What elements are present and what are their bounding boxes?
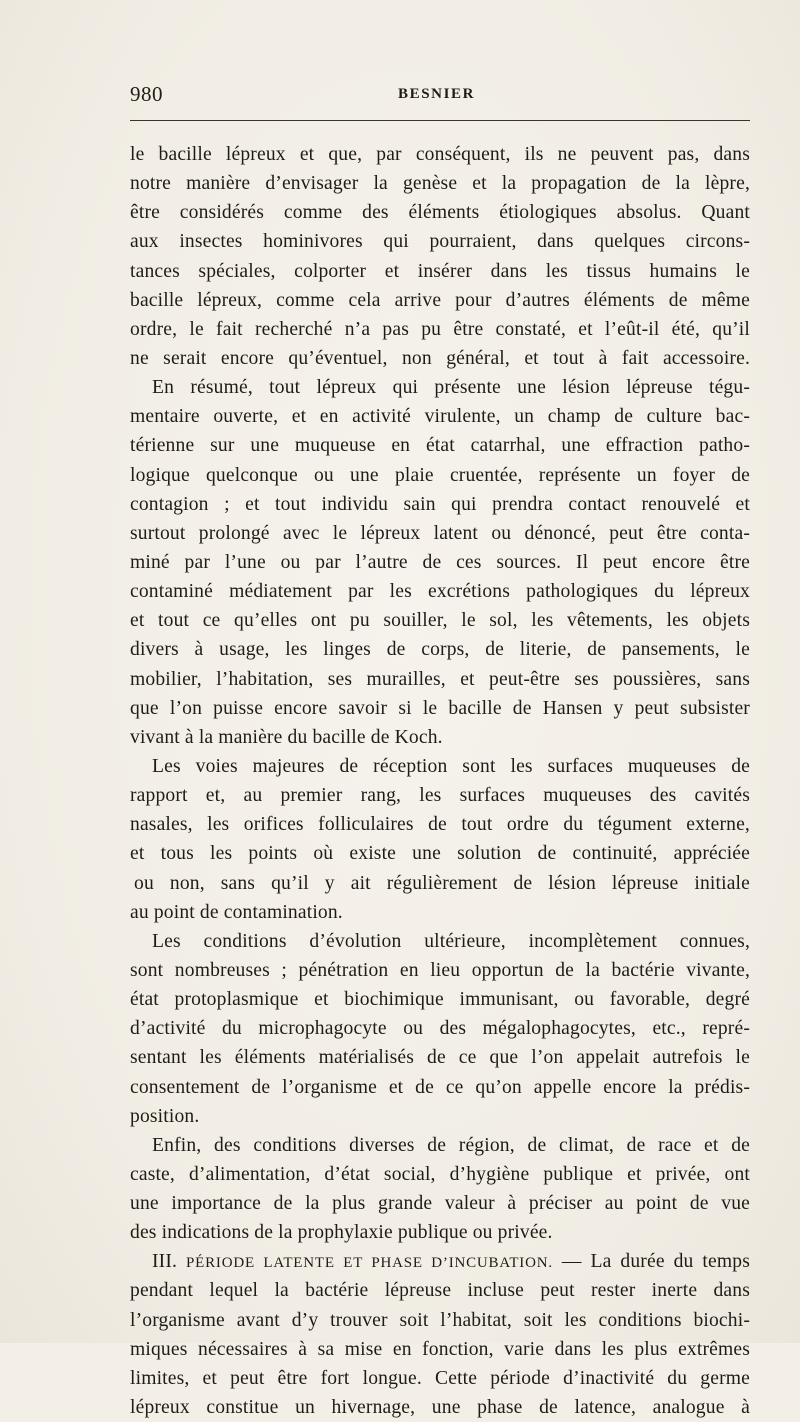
text-line: contagion ; et tout individu sain qui prendra contact renouvelé et [130, 493, 750, 515]
text-line: En résumé, tout lépreux qui présente une lésion lépreuse tégu- [152, 377, 750, 399]
text-line: être considérés comme des éléments étiologiques absolus. Quant [130, 202, 750, 224]
text-line: Les conditions d’évolution ultérieure, incomplètement connues, [152, 930, 750, 952]
text-line: notre manière d’envisager la genèse et la propagation de la lèpre, [130, 173, 750, 195]
text-line: position. [130, 1105, 200, 1127]
text-line: et tout ce qu’elles ont pu souiller, le sol, les vêtements, les objets [130, 610, 750, 632]
text-line: miques nécessaires à sa mise en fonction, varie dans les plus extrêmes [130, 1338, 750, 1360]
text-line: ou non, sans qu’il y ait régulièrement de lésion lépreuse initiale [134, 872, 750, 894]
text-line: consentement de l’organisme et de ce qu’on appelle encore la prédis- [130, 1076, 750, 1098]
header-rule [130, 120, 750, 121]
text-line: état protoplasmique et biochimique immunisant, ou favorable, degré [130, 989, 750, 1011]
section-title: PÉRIODE LATENTE ET PHASE D’INCUBATION. [186, 1255, 553, 1272]
text-line: mobilier, l’habitation, ses murailles, et peut-être ses poussières, sans [130, 668, 750, 690]
section-heading-line [130, 1247, 750, 1276]
text-line: divers à usage, les linges de corps, de literie, de pansements, le [130, 639, 750, 661]
text-line: tances spéciales, colporter et insérer dans les tissus humains le [130, 260, 750, 282]
text-line: d’activité du microphagocyte ou des mégalophagocytes, etc., repré- [130, 1018, 750, 1040]
section-numeral: III. [152, 1251, 178, 1273]
text-line: au point de contamination. [130, 901, 343, 923]
text-line: sentant les éléments matérialisés de ce que l’on appelait autrefois le [130, 1047, 750, 1069]
text-line: mentaire ouverte, et en activité virulente, un champ de culture bac- [130, 406, 750, 428]
body-text [130, 140, 750, 1422]
text-line: nasales, les orifices folliculaires de tout ordre du tégument externe, [130, 814, 750, 836]
text-line: ordre, le fait recherché n’a pas pu être constaté, et l’eût-il été, qu’il [130, 318, 750, 340]
text-line: surtout prolongé avec le lépreux latent ou dénoncé, peut être conta- [130, 522, 750, 544]
text-line: sont nombreuses ; pénétration en lieu opportun de la bactérie vivante, [130, 959, 750, 981]
text-line: ne serait encore qu’éventuel, non général, et tout à fait accessoire. [130, 347, 750, 369]
text-line: des indications de la prophylaxie publique ou privée. [130, 1222, 553, 1244]
text-line: rapport et, au premier rang, les surfaces muqueuses des cavités [130, 785, 750, 807]
page-header [130, 82, 750, 110]
text-line: et tous les points où existe une solution de continuité, appréciée [130, 843, 750, 865]
section-dash: — [552, 1251, 591, 1273]
text-line: vivant à la manière du bacille de Koch. [130, 726, 443, 748]
page-number: 980 [130, 82, 163, 106]
text-line: caste, d’alimentation, d’état social, d’hygiène publique et privée, ont [130, 1163, 750, 1185]
text-line: Enfin, des conditions diverses de région, de climat, de race et de [152, 1134, 750, 1156]
text-line: l’organisme avant d’y trouver soit l’habitat, soit les conditions biochi- [130, 1309, 750, 1331]
text-line: contaminé médiatement par les excrétions pathologiques du lépreux [130, 581, 750, 603]
text-line: lépreux constitue un hivernage, une phase de latence, analogue à [130, 1397, 750, 1419]
text-line: bacille lépreux, comme cela arrive pour d’autres éléments de même [130, 289, 750, 311]
text-line: une importance de la plus grande valeur à préciser au point de vue [130, 1193, 750, 1215]
text-line: Les voies majeures de réception sont les surfaces muqueuses de [152, 755, 750, 777]
text-line: miné par l’une ou par l’autre de ces sources. Il peut encore être [130, 551, 750, 573]
text-line: limites, et peut être fort longue. Cette période d’inactivité du germe [130, 1367, 750, 1389]
section-first-line-rest: La durée du temps [590, 1251, 750, 1273]
text-line: aux insectes hominivores qui pourraient, dans quelques circons- [130, 231, 750, 253]
text-line: pendant lequel la bactérie lépreuse incluse peut rester inerte dans [130, 1280, 750, 1302]
running-head: BESNIER [398, 86, 476, 102]
text-line: le bacille lépreux et que, par conséquent, ils ne peuvent pas, dans [130, 144, 750, 165]
text-line: logique quelconque ou une plaie cruentée, représente un foyer de [130, 464, 750, 486]
text-line: que l’on puisse encore savoir si le bacille de Hansen y peut subsister [130, 697, 750, 719]
text-line: térienne sur une muqueuse en état catarrhal, une effraction patho- [130, 435, 750, 457]
